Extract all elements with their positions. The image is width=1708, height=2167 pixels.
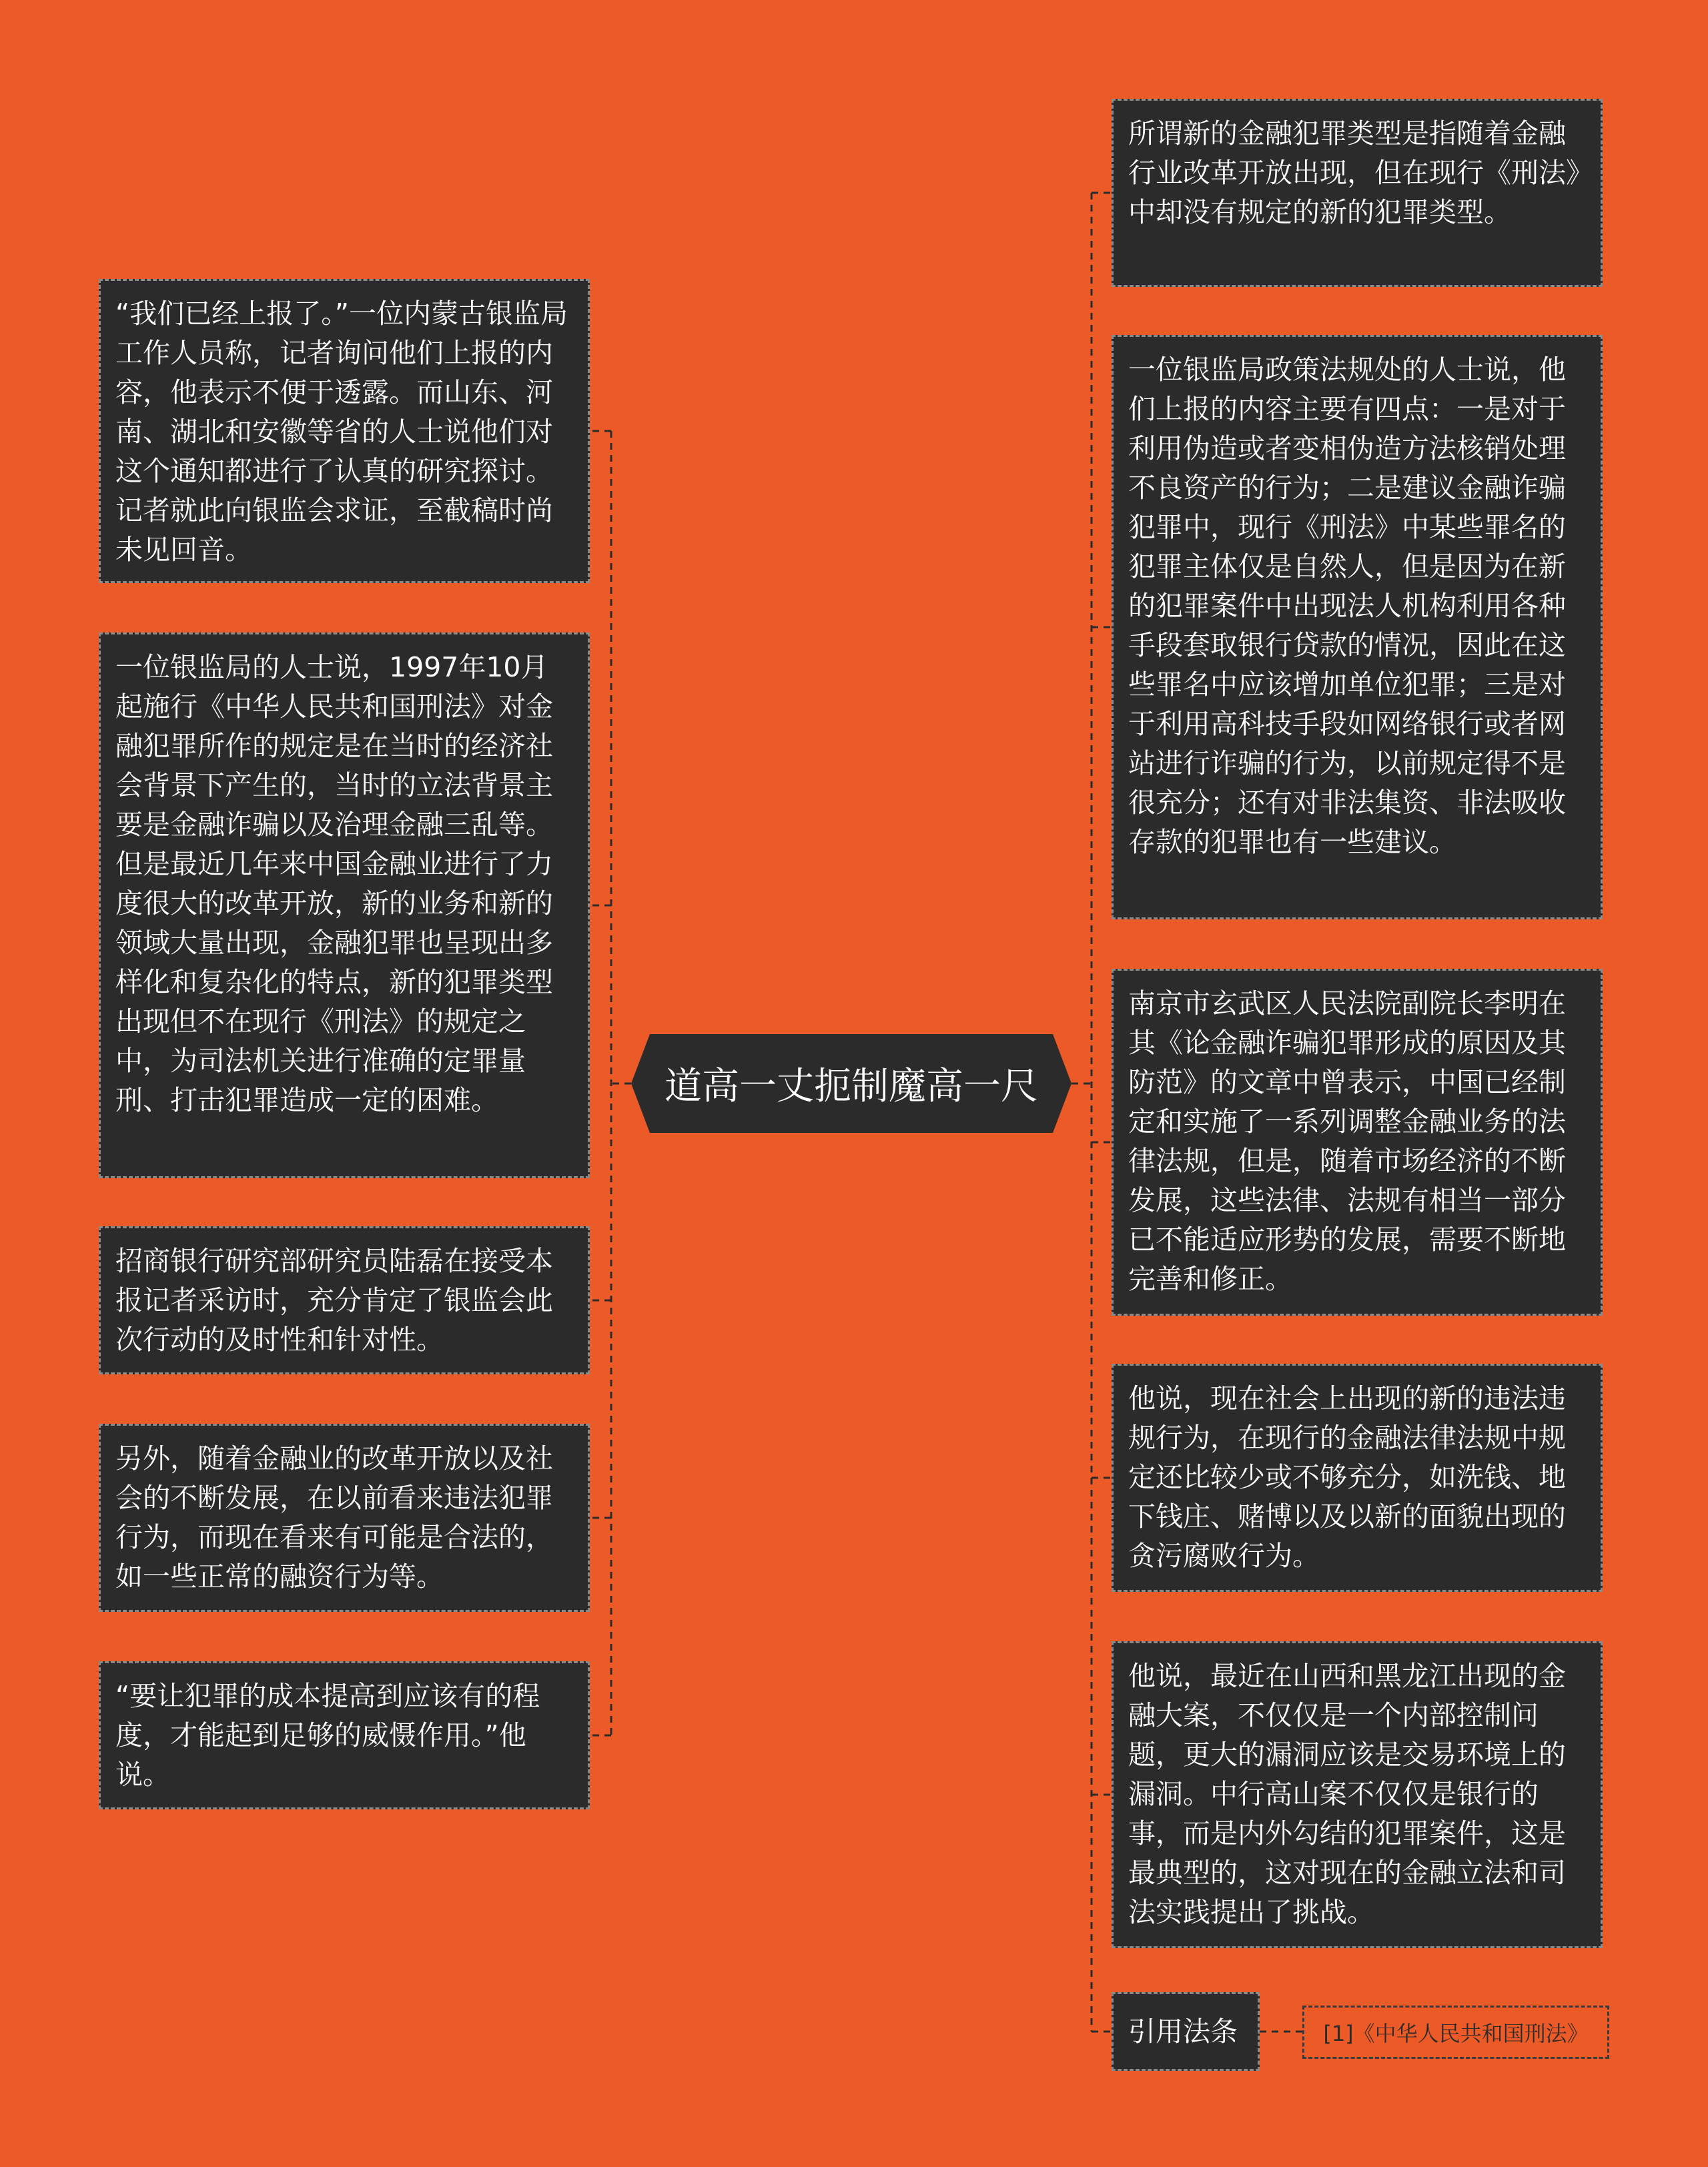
right-node-1[interactable]	[1112, 99, 1603, 287]
right-node-5-text: 他说，最近在山西和黑龙江出现的金融大案，不仅仅是一个内部控制问题，更大的漏洞应该是交易环境上的漏洞。中行高山案不仅仅是银行的事，而是内外勾结的犯罪案件，这是最典型的，这对现在的金融立法和司法实践提出了挑战。	[1128, 1660, 1566, 1928]
left-node-2-text: 一位银监局的人士说，1997年10月起施行《中华人民共和国刑法》对金融犯罪所作的规定是在当时的经济社会背景下产生的，当时的立法背景主要是金融诈骗以及治理金融三乱等。但是最近几年来中国金融业进行了力度很大的改革开放，新的业务和新的领域大量出现，金融犯罪也呈现出多样化和复杂化的特点，新的犯罪类型出现但不在现行《刑法》的规定之中，为司法机关进行准确的定罪量刑、打击犯罪造成一定的困难。	[115, 651, 553, 1116]
cite-node-label: 引用法条	[1128, 2015, 1238, 2048]
right-node-3[interactable]	[1112, 969, 1603, 1316]
left-node-1[interactable]	[99, 279, 590, 583]
left-node-5-text: “要让犯罪的成本提高到应该有的程度，才能起到足够的威慑作用。”他说。	[115, 1680, 540, 1791]
left-node-4[interactable]	[99, 1424, 590, 1612]
right-node-4-text: 他说，现在社会上出现的新的违法违规行为，在现行的金融法律法规中规定还比较少或不够充分，如洗钱、地下钱庄、赌博以及以新的面貌出现的贪污腐败行为。	[1128, 1382, 1566, 1572]
cite-reference[interactable]	[1302, 2006, 1609, 2059]
left-node-1-text: “我们已经上报了。”一位内蒙古银监局工作人员称，记者询问他们上报的内容，他表示不便于透露。而山东、河南、湖北和安徽等省的人士说他们对这个通知都进行了认真的研究探讨。记者就此向银监会求证，至截稿时尚未见回音。	[115, 298, 568, 566]
right-node-1-text: 所谓新的金融犯罪类型是指随着金融行业改革开放出现，但在现行《刑法》中却没有规定的新的犯罪类型。	[1128, 117, 1580, 228]
left-node-3[interactable]	[99, 1226, 590, 1374]
right-node-5[interactable]	[1112, 1641, 1603, 1948]
right-node-2[interactable]	[1112, 335, 1603, 919]
left-node-5[interactable]	[99, 1661, 590, 1809]
central-topic[interactable]	[631, 1034, 1072, 1133]
cite-reference-text: [1]《中华人民共和国刑法》	[1323, 2021, 1589, 2046]
cite-node[interactable]	[1112, 1992, 1260, 2071]
right-node-4[interactable]	[1112, 1364, 1603, 1592]
central-topic-label: 道高一丈扼制魔高一尺	[665, 1065, 1038, 1108]
left-node-3-text: 招商银行研究部研究员陆磊在接受本报记者采访时，充分肯定了银监会此次行动的及时性和针对性。	[115, 1245, 553, 1356]
left-node-4-text: 另外，随着金融业的改革开放以及社会的不断发展，在以前看来违法犯罪行为，而现在看来有可能是合法的，如一些正常的融资行为等。	[115, 1442, 553, 1593]
left-node-2[interactable]	[99, 632, 590, 1178]
right-node-3-text: 南京市玄武区人民法院副院长李明在其《论金融诈骗犯罪形成的原因及其防范》的文章中曾表示，中国已经制定和实施了一系列调整金融业务的法律法规，但是，随着市场经济的不断发展，这些法律、法规有相当一部分已不能适应形势的发展，需要不断地完善和修正。	[1128, 987, 1566, 1295]
right-node-2-text: 一位银监局政策法规处的人士说，他们上报的内容主要有四点：一是对于利用伪造或者变相伪造方法核销处理不良资产的行为；二是建议金融诈骗犯罪中，现行《刑法》中某些罪名的犯罪主体仅是自然人，但是因为在新的犯罪案件中出现法人机构利用各种手段套取银行贷款的情况，因此在这些罪名中应该增加单位犯罪；三是对于利用高科技手段如网络银行或者网站进行诈骗的行为，以前规定得不是很充分；还有对非法集资、非法吸收存款的犯罪也有一些建议。	[1128, 354, 1566, 858]
